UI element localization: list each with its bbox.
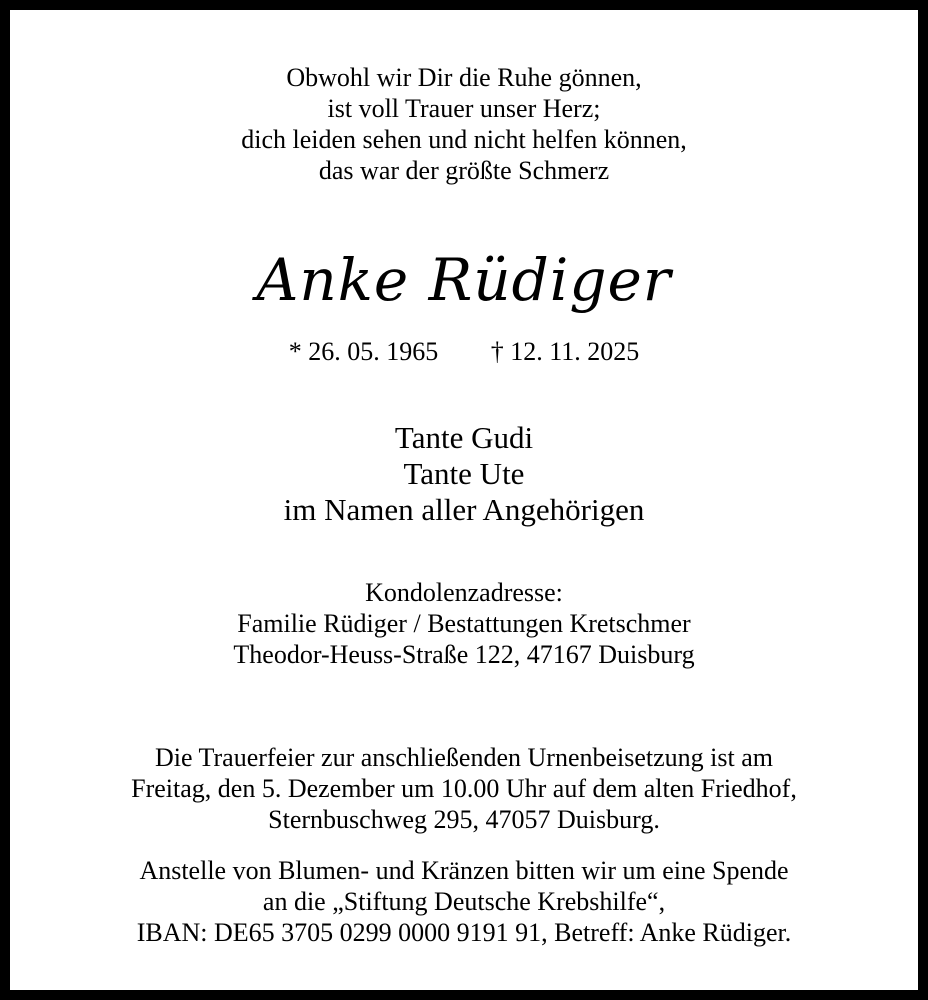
mourner: Tante Gudi (394, 420, 534, 455)
donation-line: Anstelle von Blumen- und Kränzen bitten wir um eine Spende (139, 856, 789, 885)
ceremony-info (10, 742, 918, 835)
condolence-label: Kondolenzadresse: (365, 578, 563, 607)
donation-info (10, 855, 918, 948)
ceremony-line: Sternbuschweg 295, 47057 Duisburg. (268, 805, 660, 834)
poem-line: Obwohl wir Dir die Ruhe gönnen, (286, 63, 642, 92)
mourners (10, 420, 918, 528)
condolence-line: Familie Rüdiger / Bestattungen Kretschmer (237, 609, 691, 638)
poem-line: ist voll Trauer unser Herz; (327, 94, 601, 123)
mourner: Tante Ute (403, 456, 525, 491)
condolence-address (10, 577, 918, 670)
donation-line: IBAN: DE65 3705 0299 0000 9191 91, Betreff: Anke Rüdiger. (136, 918, 792, 947)
poem-line: dich leiden sehen und nicht helfen können, (241, 125, 687, 154)
ceremony-line: Die Trauerfeier zur anschließenden Urnenbeisetzung ist am (154, 743, 773, 772)
birth-date: * 26. 05. 1965 (288, 337, 439, 366)
condolence-line: Theodor-Heuss-Straße 122, 47167 Duisburg (233, 640, 695, 669)
poem (10, 62, 918, 186)
mourner: im Namen aller Angehörigen (283, 492, 645, 527)
deceased-name: Anke Rüdiger (256, 246, 672, 314)
death-date: † 12. 11. 2025 (490, 337, 640, 366)
life-dates (10, 332, 918, 372)
ceremony-line: Freitag, den 5. Dezember um 10.00 Uhr auf dem alten Friedhof, (131, 774, 797, 803)
donation-line: an die „Stiftung Deutsche Krebshilfe“, (262, 887, 666, 916)
poem-line: das war der größte Schmerz (318, 156, 610, 185)
